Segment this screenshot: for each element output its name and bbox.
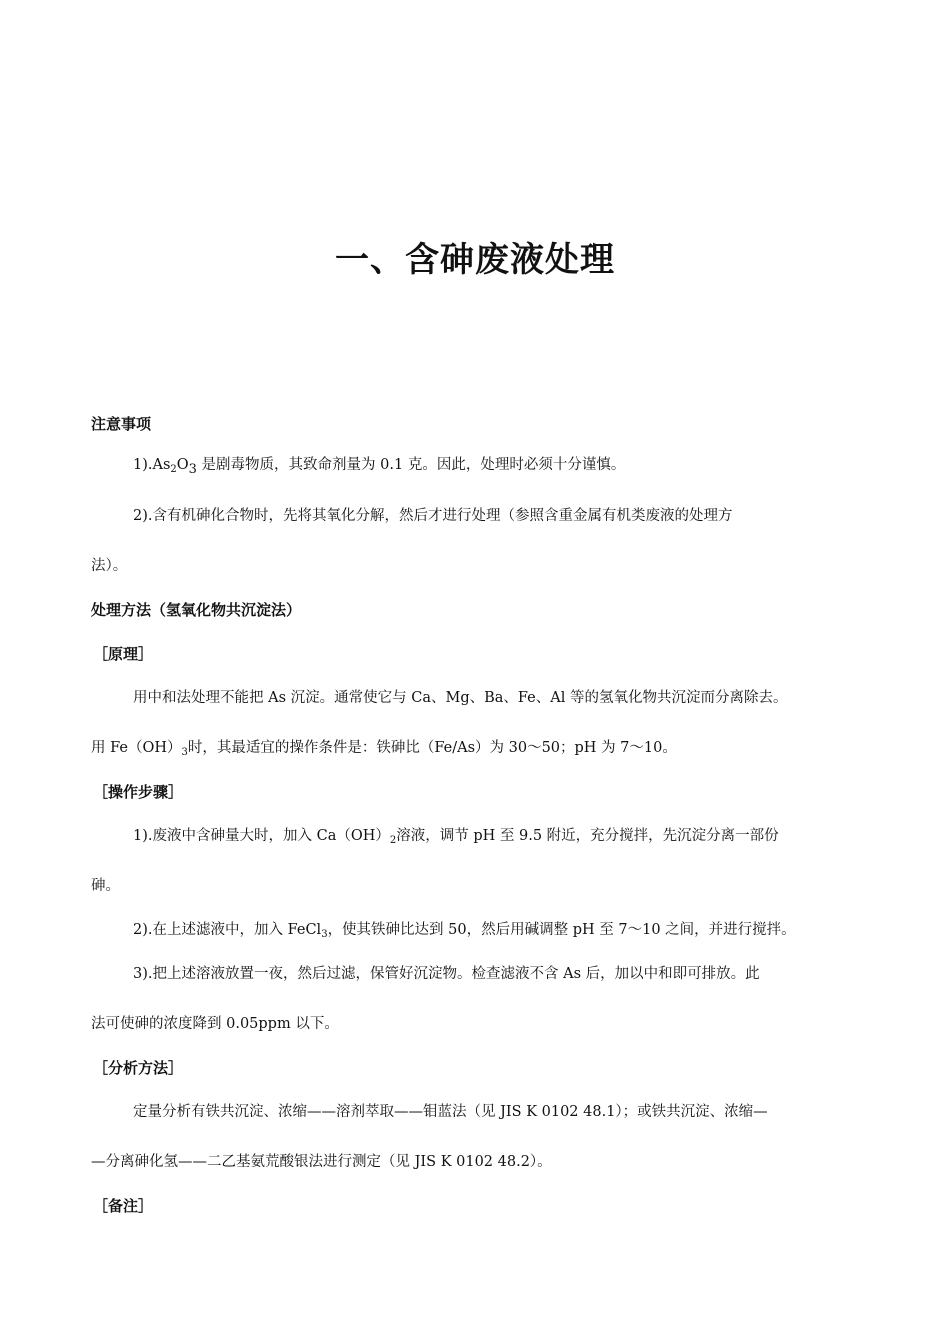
- remarks-heading: ［备注］: [93, 1197, 154, 1215]
- steps-heading: ［操作步骤］: [93, 783, 184, 801]
- method-heading: 处理方法（氢氧化物共沉淀法）: [91, 601, 302, 619]
- step-1-text-a: 1).废液中含砷量大时，加入 Ca（OH）: [133, 828, 390, 844]
- step-3-line-1: 3).把上述溶液放置一夜，然后过滤，保管好沉淀物。检查滤液不含 As 后，加以中和即可排放。此: [133, 966, 760, 982]
- note-1-text-a: 1).As: [133, 457, 171, 473]
- note-1: [133, 455, 625, 480]
- notes-heading: 注意事项: [91, 415, 152, 433]
- step-2-sub: 3: [321, 929, 328, 940]
- principle-line-2-sub: 3: [181, 747, 188, 758]
- principle-line-2-text-b: 时，其最适宜的操作条件是：铁砷比（Fe/As）为 30～50；pH 为 7～10。: [187, 740, 677, 756]
- step-1-sub: 2: [389, 835, 397, 846]
- analysis-heading: ［分析方法］: [93, 1059, 184, 1077]
- note-1-sub-3: 3: [188, 462, 197, 477]
- step-1-line-2: 砷。: [91, 878, 120, 894]
- principle-line-1: 用中和法处理不能把 As 沉淀。通常使它与 Ca、Mg、Ba、Fe、Al 等的氢氧化物共沉淀而分离除去。: [133, 690, 788, 706]
- principle-line-2: [91, 738, 677, 763]
- step-2-text-a: 2).在上述滤液中，加入 FeCl: [133, 922, 322, 938]
- principle-line-2-text-a: 用 Fe（OH）: [91, 740, 182, 756]
- note-1-text-b: O: [176, 457, 189, 473]
- step-2-line-1: [133, 920, 796, 945]
- step-2-text-b: ，使其铁砷比达到 50，然后用碱调整 pH 至 7～10 之间，并进行搅拌。: [327, 922, 796, 938]
- step-1-line-1: [133, 826, 779, 851]
- note-1-sub-2: 2: [170, 464, 177, 475]
- page-title: 一、含砷废液处理: [335, 240, 615, 280]
- step-3-line-2: 法可使砷的浓度降到 0.05ppm 以下。: [91, 1016, 339, 1032]
- analysis-line-1: 定量分析有铁共沉淀、浓缩——溶剂萃取——钼蓝法（见 JIS K 0102 48.1）；或铁共沉淀、浓缩—: [133, 1104, 768, 1120]
- note-2-line-2: 法）。: [91, 558, 128, 574]
- note-1-text-c: 是剧毒物质，其致命剂量为 0.1 克。因此，处理时必须十分谨慎。: [196, 457, 626, 473]
- analysis-line-2: —分离砷化氢——二乙基氨荒酸银法进行测定（见 JIS K 0102 48.2）。: [91, 1154, 552, 1170]
- step-1-text-b: 溶液，调节 pH 至 9.5 附近，充分搅拌，先沉淀分离一部份: [396, 828, 779, 844]
- principle-heading: ［原理］: [93, 645, 154, 663]
- note-2-line-1: 2).含有机砷化合物时，先将其氧化分解，然后才进行处理（参照含重金属有机类废液的处理方: [133, 508, 733, 524]
